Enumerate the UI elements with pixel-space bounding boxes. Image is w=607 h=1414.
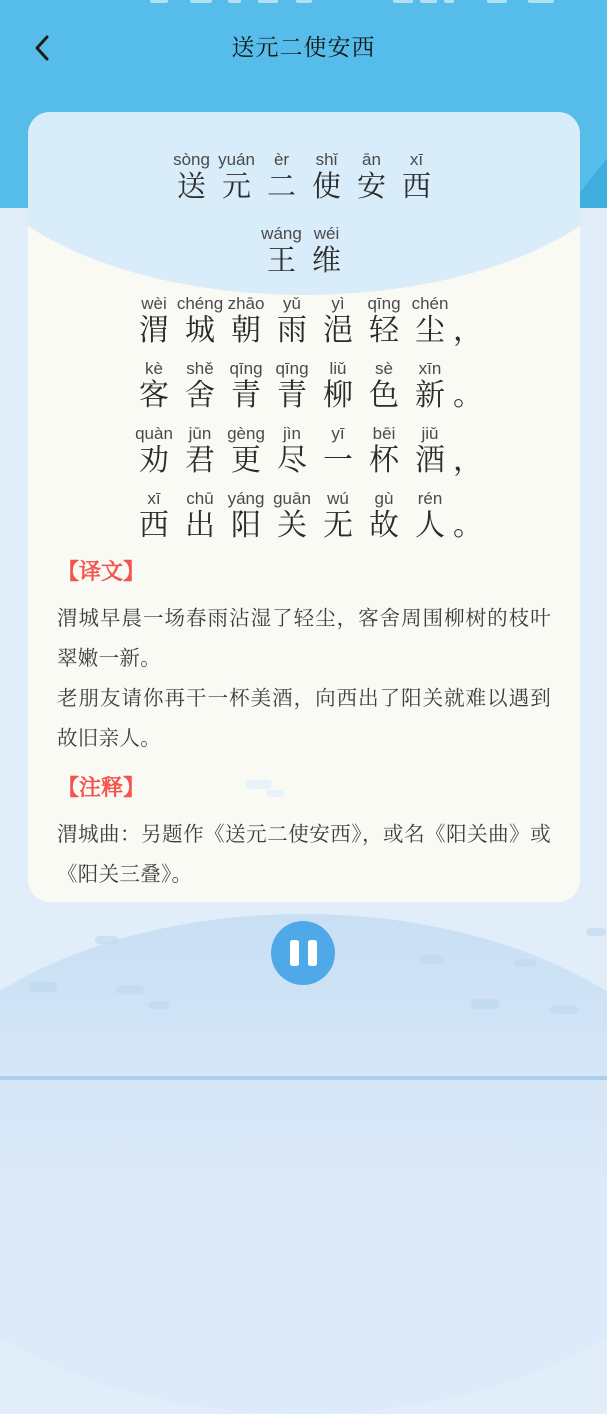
poem-char-cell (361, 294, 407, 348)
notes-heading: 【注释】 (57, 775, 146, 800)
cloud-blob-decoration (148, 1001, 170, 1009)
character-label: 维 (311, 245, 341, 277)
translation-heading: 【译文】 (57, 559, 146, 584)
status-bar-fragment (228, 0, 241, 3)
character-label: 元 (221, 171, 251, 203)
character-label: 关 (277, 509, 307, 542)
pinyin-label: shǐ (315, 150, 338, 169)
poem-char-cell (304, 224, 349, 278)
character-label: 雨 (277, 314, 307, 347)
status-bar-fragment (487, 0, 507, 3)
cloud-blob-decoration (95, 936, 119, 944)
pause-button[interactable] (271, 921, 335, 985)
poem-char-cell (407, 489, 453, 543)
pinyin-label: wéi (313, 224, 340, 243)
sections-container (28, 557, 580, 895)
poem-char-cell (361, 424, 407, 478)
character-label: 故 (369, 509, 399, 542)
character-label: 出 (185, 509, 215, 542)
character-label: 二 (266, 171, 296, 203)
notes-paragraphs (57, 815, 551, 895)
poem-char-cell (269, 359, 315, 413)
poem-line (28, 489, 580, 543)
character-label: 酒 (415, 444, 445, 477)
character-label: 安 (356, 171, 386, 203)
poem-char-cell (269, 424, 315, 478)
poem-title-row (28, 150, 580, 204)
status-bar-fragment (296, 0, 312, 3)
pinyin-label: wáng (261, 224, 302, 243)
pinyin-label: qīng (275, 359, 309, 378)
pause-icon (308, 940, 317, 966)
character-label: 朝 (231, 314, 261, 347)
pinyin-label: qīng (229, 359, 263, 378)
poem-line (28, 424, 580, 478)
poem-card (28, 112, 580, 902)
poem-char-cell (131, 489, 177, 543)
pinyin-label: kè (145, 359, 163, 378)
pinyin-label: jūn (188, 424, 212, 443)
bottom-edge-strip (0, 1076, 607, 1080)
character-label: 轻 (369, 314, 399, 347)
pinyin-label: sòng (173, 150, 210, 169)
pinyin-label: xīn (418, 359, 442, 378)
character-label: 渭 (139, 314, 169, 347)
section-paragraph: 老朋友请你再干一杯美酒，向西出了阳关就难以遇到故旧亲人。 (57, 687, 551, 750)
poem-line (28, 294, 580, 348)
card-content (28, 112, 580, 895)
poem-char-cell (407, 294, 453, 348)
pinyin-label: wú (327, 489, 349, 508)
poem-char-cell (131, 359, 177, 413)
pinyin-label: guān (273, 489, 311, 508)
character-label: ， (453, 314, 483, 347)
character-label: 青 (277, 379, 307, 412)
pinyin-label: yì (331, 294, 345, 313)
character-label: 西 (139, 509, 169, 542)
pause-icon (290, 940, 299, 966)
pinyin-label: xī (147, 489, 161, 508)
poem-char-cell (177, 489, 223, 543)
pinyin-label: chéng (176, 294, 224, 313)
poem-char-cell (259, 150, 304, 204)
pinyin-label: èr (273, 150, 290, 169)
notes-section (57, 773, 551, 895)
poem-punct-cell (453, 294, 483, 348)
character-label: 青 (231, 379, 261, 412)
character-label: 君 (185, 444, 215, 477)
back-chevron-icon (32, 33, 52, 63)
pinyin-label: liǔ (329, 359, 347, 378)
poem-char-cell (223, 489, 269, 543)
poem-char-cell (361, 489, 407, 543)
character-label: 柳 (323, 379, 353, 412)
cloud-blob-decoration (28, 982, 58, 992)
poem-char-cell (223, 294, 269, 348)
pinyin-label: xī (409, 150, 424, 169)
poem-punct-cell (453, 489, 483, 543)
translation-section (57, 557, 551, 759)
poem-author-row (28, 224, 580, 278)
poem-lines (28, 294, 580, 543)
pinyin-label: bēi (372, 424, 396, 443)
pinyin-label: shě (186, 359, 214, 378)
character-label: 送 (176, 171, 206, 203)
pinyin-label: yǔ (283, 294, 301, 313)
character-label: 更 (231, 444, 261, 477)
poem-punct-cell (453, 424, 483, 478)
pinyin-label: chū (186, 489, 214, 508)
cloud-blob-decoration (116, 985, 144, 994)
character-label: 人 (415, 509, 445, 542)
character-label: 舍 (185, 379, 215, 412)
poem-char-cell (223, 424, 269, 478)
section-paragraph: 渭城曲：另题作《送元二使安西》，或名《阳关曲》或《阳关三叠》。 (57, 823, 551, 886)
cloud-blob-decoration (514, 959, 536, 967)
cloud-blob-decoration (586, 928, 606, 936)
poem-char-cell (407, 424, 453, 478)
poem-char-cell (177, 294, 223, 348)
cloud-blob-decoration (418, 955, 444, 964)
character-label: 劝 (139, 444, 169, 477)
pinyin-label: quàn (135, 424, 173, 443)
status-bar-fragment (420, 0, 437, 3)
character-label: 城 (185, 314, 215, 347)
pinyin-label: zhāo (227, 294, 265, 313)
character-label: 。 (453, 509, 483, 542)
character-label: 王 (266, 245, 296, 277)
character-label: 浥 (323, 314, 353, 347)
poem-char-cell (361, 359, 407, 413)
pinyin-label: wèi (141, 294, 167, 313)
pinyin-label: gù (374, 489, 394, 508)
character-label: 尘 (415, 314, 445, 347)
pinyin-label: yáng (227, 489, 265, 508)
poem-char-cell (315, 359, 361, 413)
poem-char-cell (315, 424, 361, 478)
poem-char-cell (223, 359, 269, 413)
poem-char-cell (315, 294, 361, 348)
back-button[interactable] (24, 30, 60, 66)
character-label: 新 (415, 379, 445, 412)
poem-char-cell (269, 294, 315, 348)
character-label: 色 (369, 379, 399, 412)
pinyin-label: jiǔ (421, 424, 439, 443)
poem-punct-cell (453, 359, 483, 413)
poem-char-cell (394, 150, 439, 204)
character-label: 无 (323, 509, 353, 542)
character-label: 尽 (277, 444, 307, 477)
hill-decoration (0, 914, 607, 1414)
pinyin-label: gèng (227, 424, 265, 443)
poem-char-cell (214, 150, 259, 204)
pinyin-label: rén (417, 489, 443, 508)
status-bar-fragment (190, 0, 212, 3)
character-label: 。 (453, 379, 483, 412)
pinyin-label: sè (375, 359, 393, 378)
poem-char-cell (169, 150, 214, 204)
poem-char-cell (407, 359, 453, 413)
character-label: 杯 (369, 444, 399, 477)
page-title: 送元二使安西 (231, 34, 376, 60)
pinyin-label: jìn (283, 424, 301, 443)
poem-char-cell (177, 424, 223, 478)
status-bar-fragment (258, 0, 278, 3)
poem-char-cell (304, 150, 349, 204)
character-label: 阳 (231, 509, 261, 542)
poem-char-cell (177, 359, 223, 413)
character-label: 西 (401, 171, 431, 203)
poem-char-cell (349, 150, 394, 204)
character-label: 使 (311, 171, 341, 203)
cloud-blob-decoration (470, 999, 500, 1009)
pinyin-label: yuán (218, 150, 255, 169)
pinyin-label: chén (411, 294, 449, 313)
poem-char-cell (131, 424, 177, 478)
status-bar-fragment (393, 0, 413, 3)
section-paragraph: 渭城早晨一场春雨沾湿了轻尘，客舍周围柳树的枝叶翠嫩一新。 (57, 607, 551, 670)
poem-line (28, 359, 580, 413)
poem-char-cell (131, 294, 177, 348)
status-bar-fragment (528, 0, 554, 3)
character-label: 客 (139, 379, 169, 412)
status-bar-fragment (444, 0, 454, 3)
character-label: 一 (323, 444, 353, 477)
status-bar-fragment (150, 0, 168, 3)
cloud-blob-decoration (550, 1005, 578, 1014)
translation-paragraphs (57, 599, 551, 759)
poem-char-cell (315, 489, 361, 543)
poem-char-cell (259, 224, 304, 278)
pinyin-label: qīng (367, 294, 401, 313)
character-label: ， (453, 444, 483, 477)
pinyin-label: ān (362, 150, 381, 169)
poem-char-cell (269, 489, 315, 543)
pinyin-label: yī (331, 424, 345, 443)
